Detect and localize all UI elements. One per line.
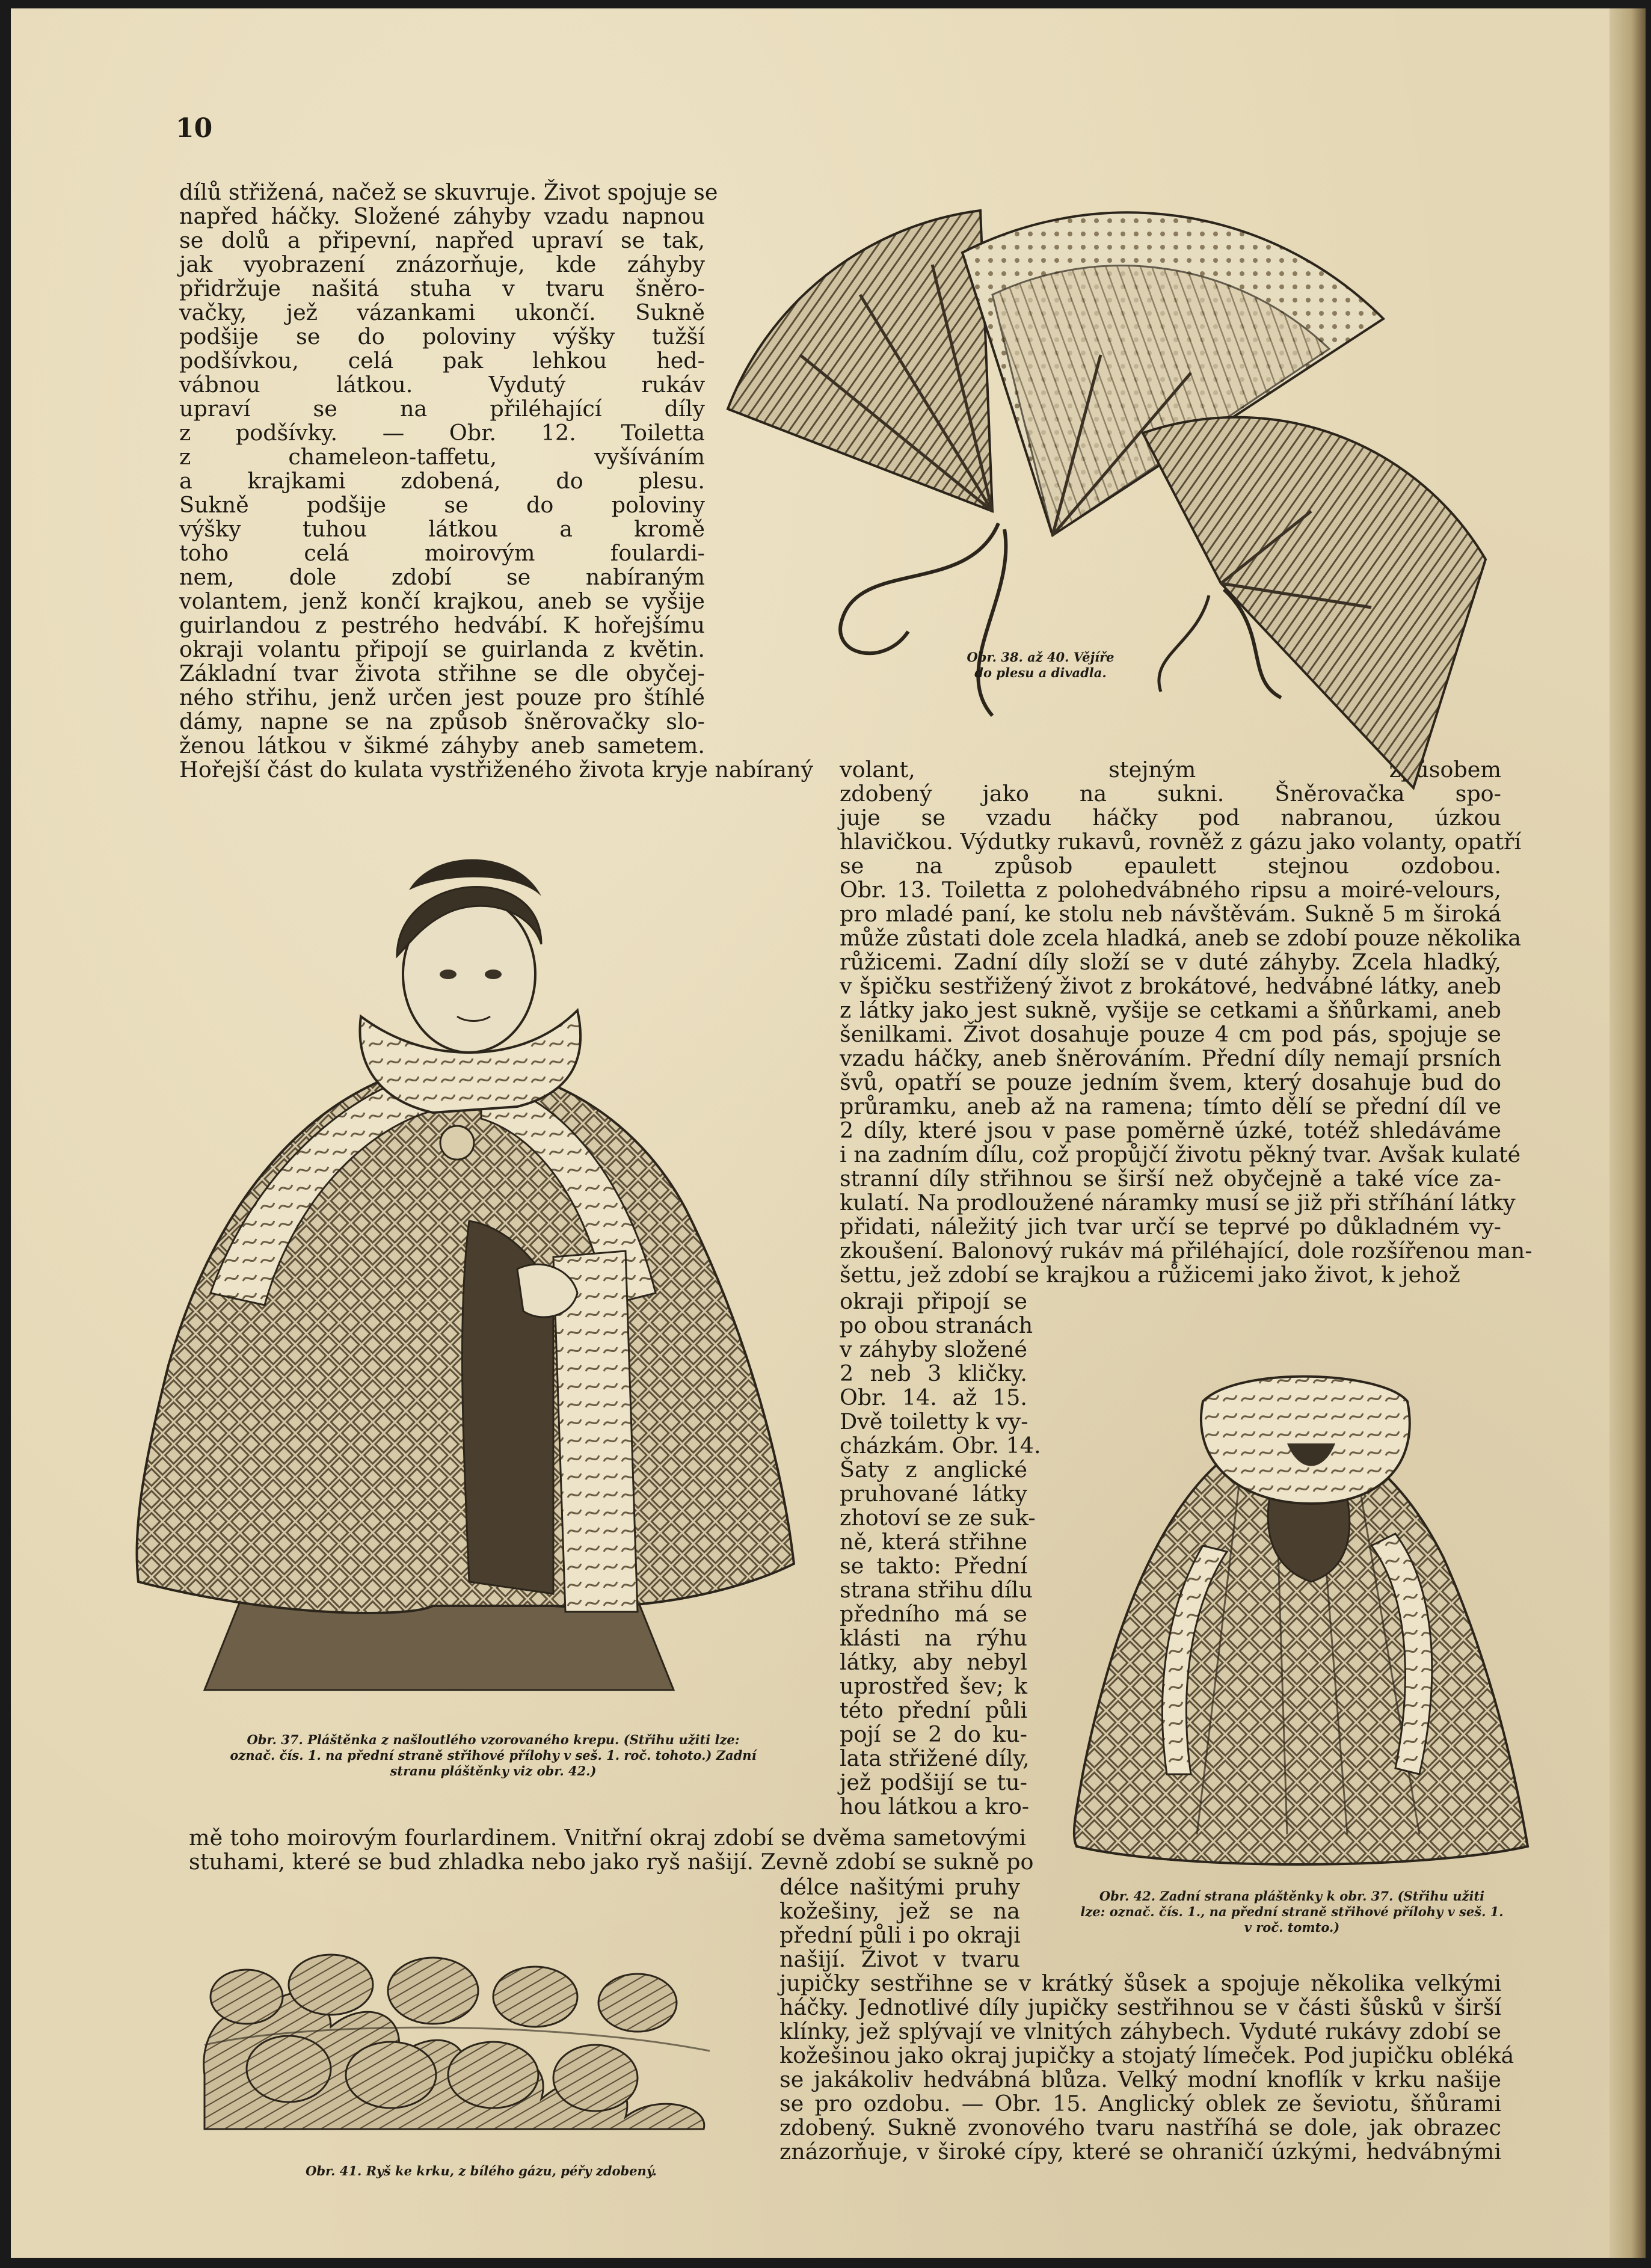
text-line: zhotoví se ze suk- (840, 1505, 1036, 1531)
text-line: a krajkami zdobená, do plesu. (179, 468, 705, 494)
text-line: vzadu háčky, aneb šněrováním. Přední díly nemají prsních (840, 1045, 1501, 1071)
text-line: se takto: Přední (840, 1553, 1027, 1579)
text-line: z látky jako jest sukně, vyšije se cetkami a šňůrkami, aneb (840, 997, 1501, 1023)
text-line: i na zadním dílu, což propůjčí životu pěkný tvar. Avšak kulaté (840, 1142, 1521, 1167)
text-line: cházkám. Obr. 14. (840, 1433, 1041, 1458)
text-column-right-top (840, 757, 1533, 1288)
text-line: švů, opatří se pouze jedním švem, který dosahuje bud do (840, 1069, 1501, 1095)
text-line: 2 neb 3 kličky. (840, 1360, 1027, 1386)
text-line: v záhyby složené (840, 1336, 1027, 1362)
text-line: jež podšijí se tu- (840, 1769, 1027, 1795)
text-line: ného střihu, jenž určen jest pouze pro štíhlé (179, 684, 705, 710)
text-line: šenilkami. Život dosahuje pouze 4 cm pod pás, spojuje se (840, 1021, 1501, 1047)
text-line: přidržuje našitá stuha v tvaru šněro- (179, 275, 705, 301)
text-line: může zůstati dole zcela hladká, aneb se zdobí pouze několika (840, 925, 1521, 951)
text-line: jupičky sestřihne se v krátký šůsek a spojuje několika velkými (779, 1970, 1501, 1996)
text-line: Obr. 14. až 15. (840, 1384, 1027, 1410)
text-line: okraji volantu připojí se guirlanda z květin. (179, 636, 705, 662)
text-line: nem, dole zdobí se nabíraným (179, 564, 705, 590)
text-line: juje se vzadu háčky pod nabranou, úzkou (840, 805, 1501, 831)
text-line: podšije se do poloviny výšky tužší (179, 324, 705, 349)
caption-fans (926, 650, 1155, 681)
text-line: napřed háčky. Složené záhyby vzadu napnou (179, 203, 705, 229)
text-line: podšívkou, celá pak lehkou hed- (179, 348, 705, 373)
page-number: 10 (176, 113, 213, 144)
text-line: vačky, jež vázankami ukončí. Sukně (179, 300, 705, 325)
text-line: Šaty z anglické (840, 1457, 1027, 1483)
caption-cape-line: Obr. 37. Pláštěnka z našloutlého vzorovaného krepu. (Střihu užiti lze: (247, 1732, 740, 1747)
text-line: volantem, jenž končí krajkou, aneb se vyšije (179, 588, 705, 614)
text-line: klásti na rýhu (840, 1625, 1027, 1651)
text-line: se pro ozdobu. — Obr. 15. Anglický oblek ze ševiotu, šňůrami (779, 2091, 1501, 2116)
text-line: se dolů a připevní, napřed upraví se tak, (179, 227, 705, 253)
caption-cape-back-line: lze: označ. čís. 1., na přední straně střihové přílohy v seš. 1. (1080, 1904, 1504, 1919)
text-line: v špičku sestřižený život z brokátové, hedvábné látky, aneb (840, 973, 1501, 999)
text-line: po obou stranách (840, 1312, 1033, 1338)
text-line: stranní díly střihnou se širší než obyčejně a také více za- (840, 1166, 1501, 1191)
cape-back-illustration (1059, 1353, 1540, 1876)
text-line: guirlandou z pestrého hedvábí. K hořejšímu (179, 612, 705, 638)
text-column-mid-full (189, 1825, 1034, 1875)
text-line: se na způsob epaulett stejnou ozdobou. (840, 853, 1501, 879)
text-line: přední půli i po okraji (779, 1922, 1021, 1948)
text-line: látky, aby nebyl (840, 1649, 1027, 1675)
text-line: uprostřed šev; k (840, 1673, 1027, 1699)
caption-cape-back-line: v roč. tomto.) (1244, 1920, 1340, 1935)
text-line: 2 díly, které jsou v pase poměrně úzké, totéž shledáváme (840, 1117, 1501, 1143)
caption-cape-back (1051, 1888, 1533, 1935)
text-line: dílů střižená, načež se skuvruje. Život spojuje se (179, 179, 718, 205)
text-column-bottom (779, 1970, 1514, 2165)
fans-illustration (680, 174, 1492, 800)
text-line: hlavičkou. Výdutky rukavů, rovněž z gázu jako volanty, opatří (840, 829, 1522, 855)
text-line: našijí. Život v tvaru (779, 1946, 1020, 1972)
page-gutter-shadow (1609, 8, 1646, 2258)
caption-cape (180, 1732, 806, 1779)
text-line: pojí se 2 do ku- (840, 1721, 1027, 1747)
text-line: Dvě toiletty k vy- (840, 1409, 1028, 1434)
ruche-illustration (192, 1925, 722, 2141)
text-column-narrow (840, 1288, 1041, 1819)
text-line: Hořejší část do kulata vystřiženého života kryje nabíraný (179, 757, 814, 782)
text-line: zdobený jako na sukni. Šněrovačka spo- (840, 781, 1501, 807)
text-line: upraví se na přiléhající díly (179, 396, 705, 422)
text-line: šettu, jež zdobí se krajkou a růžicemi jako život, k jehož (840, 1262, 1460, 1288)
text-line: Základní tvar života střihne se dle obyčej- (179, 660, 705, 686)
ruche-drawing (192, 1925, 722, 2141)
text-line: z chameleon-taffetu, vyšíváním (179, 444, 705, 470)
text-line: kožešinou jako okraj jupičky a stojatý límeček. Pod jupičku obléká (779, 2042, 1514, 2068)
text-line: této přední půli (840, 1697, 1027, 1723)
text-line: hou látkou a kro- (840, 1793, 1030, 1819)
caption-ruche-line: Obr. 41. Ryš ke krku, z bílého gázu, péřy zdobený. (306, 2163, 657, 2178)
caption-fans-line: do plesu a divadla. (974, 665, 1107, 680)
caption-ruche (241, 2163, 722, 2179)
text-line: znázorňuje, v široké cípy, které se ohraničí úzkými, hedvábnými (779, 2139, 1501, 2165)
text-line: okraji připojí se (840, 1288, 1027, 1314)
text-line: růžicemi. Zadní díly složí se v duté záhyby. Zcela hladký, (840, 949, 1501, 975)
text-line: přidati, náležitý jich tvar určí se teprvé po důkladném vy- (840, 1214, 1501, 1240)
text-line: lata střižené díly, (840, 1745, 1030, 1771)
text-line: toho celá moirovým foulardi- (179, 540, 705, 566)
text-line: Sukně podšije se do poloviny (179, 492, 705, 518)
text-line: zkoušení. Balonový rukáv má přiléhající, dole rozšířenou man- (840, 1238, 1533, 1264)
cape-illustration (96, 836, 806, 1702)
caption-fans-line: Obr. 38. až 40. Vějíře (967, 650, 1115, 665)
text-line: kulatí. Na prodloužené náramky musí se již při stříhání látky (840, 1190, 1516, 1215)
text-line: se jakákoliv hedvábná blůza. Velký modní knoflík v krku našije (779, 2067, 1501, 2092)
text-line: pruhované látky (840, 1481, 1027, 1507)
text-line: ženou látkou v šikmé záhyby aneb sametem. (179, 733, 705, 758)
text-line: zdobený. Sukně zvonového tvaru nastříhá se dole, jak obrazec (779, 2115, 1501, 2140)
caption-cape-line: stranu pláštěnky viz obr. 42.) (390, 1763, 597, 1778)
cape-back-drawing (1059, 1353, 1540, 1876)
text-line: průramku, aneb až na ramena; tímto dělí se přední díl ve (840, 1093, 1501, 1119)
text-line: jak vyobrazení znázorňuje, kde záhyby (179, 251, 705, 277)
text-line: stuhami, které se bud zhladka nebo jako ryš našijí. Zevně zdobí se sukně po (189, 1849, 1034, 1875)
text-line: vábnou látkou. Vydutý rukáv (179, 372, 705, 398)
text-column-mid-narrow (779, 1875, 1020, 1971)
fans-drawing (680, 174, 1492, 800)
text-line: klínky, jež splývají ve vlnitých záhybech. Vyduté rukávy zdobí se (779, 2018, 1501, 2044)
text-line: mě toho moirovým fourlardinem. Vnitřní okraj zdobí se dvěma sametovými (189, 1825, 1026, 1851)
text-column-top-left (179, 179, 814, 782)
caption-cape-line: označ. čís. 1. na přední straně střihové přílohy v seš. 1. roč. tohoto.) Zadní (230, 1748, 757, 1763)
text-line: háčky. Jednotlivé díly jupičky sestřihnou se v části šůsků v širší (779, 1994, 1501, 2020)
caption-cape-back-line: Obr. 42. Zadní strana pláštěnky k obr. 37. (Střihu užiti (1099, 1888, 1485, 1904)
text-line: Obr. 13. Toiletta z polohedvábného ripsu a moiré-velours, (840, 877, 1501, 903)
text-line: z podšívky. — Obr. 12. Toiletta (179, 420, 705, 446)
text-line: výšky tuhou látkou a kromě (179, 516, 705, 542)
text-line: délce našitými pruhy (779, 1874, 1020, 1900)
text-line: strana střihu dílu (840, 1577, 1033, 1603)
text-line: předního má se (840, 1601, 1027, 1627)
text-line: pro mladé paní, ke stolu neb návštěvám. Sukně 5 m široká (840, 901, 1501, 927)
text-line: dámy, napne se na způsob šněrovačky slo- (179, 708, 705, 734)
text-line: volant, stejným způsobem (840, 757, 1501, 782)
text-line: kožešiny, jež se na (779, 1898, 1020, 1924)
text-line: ně, která střihne (840, 1529, 1027, 1555)
cape-drawing (96, 836, 806, 1702)
